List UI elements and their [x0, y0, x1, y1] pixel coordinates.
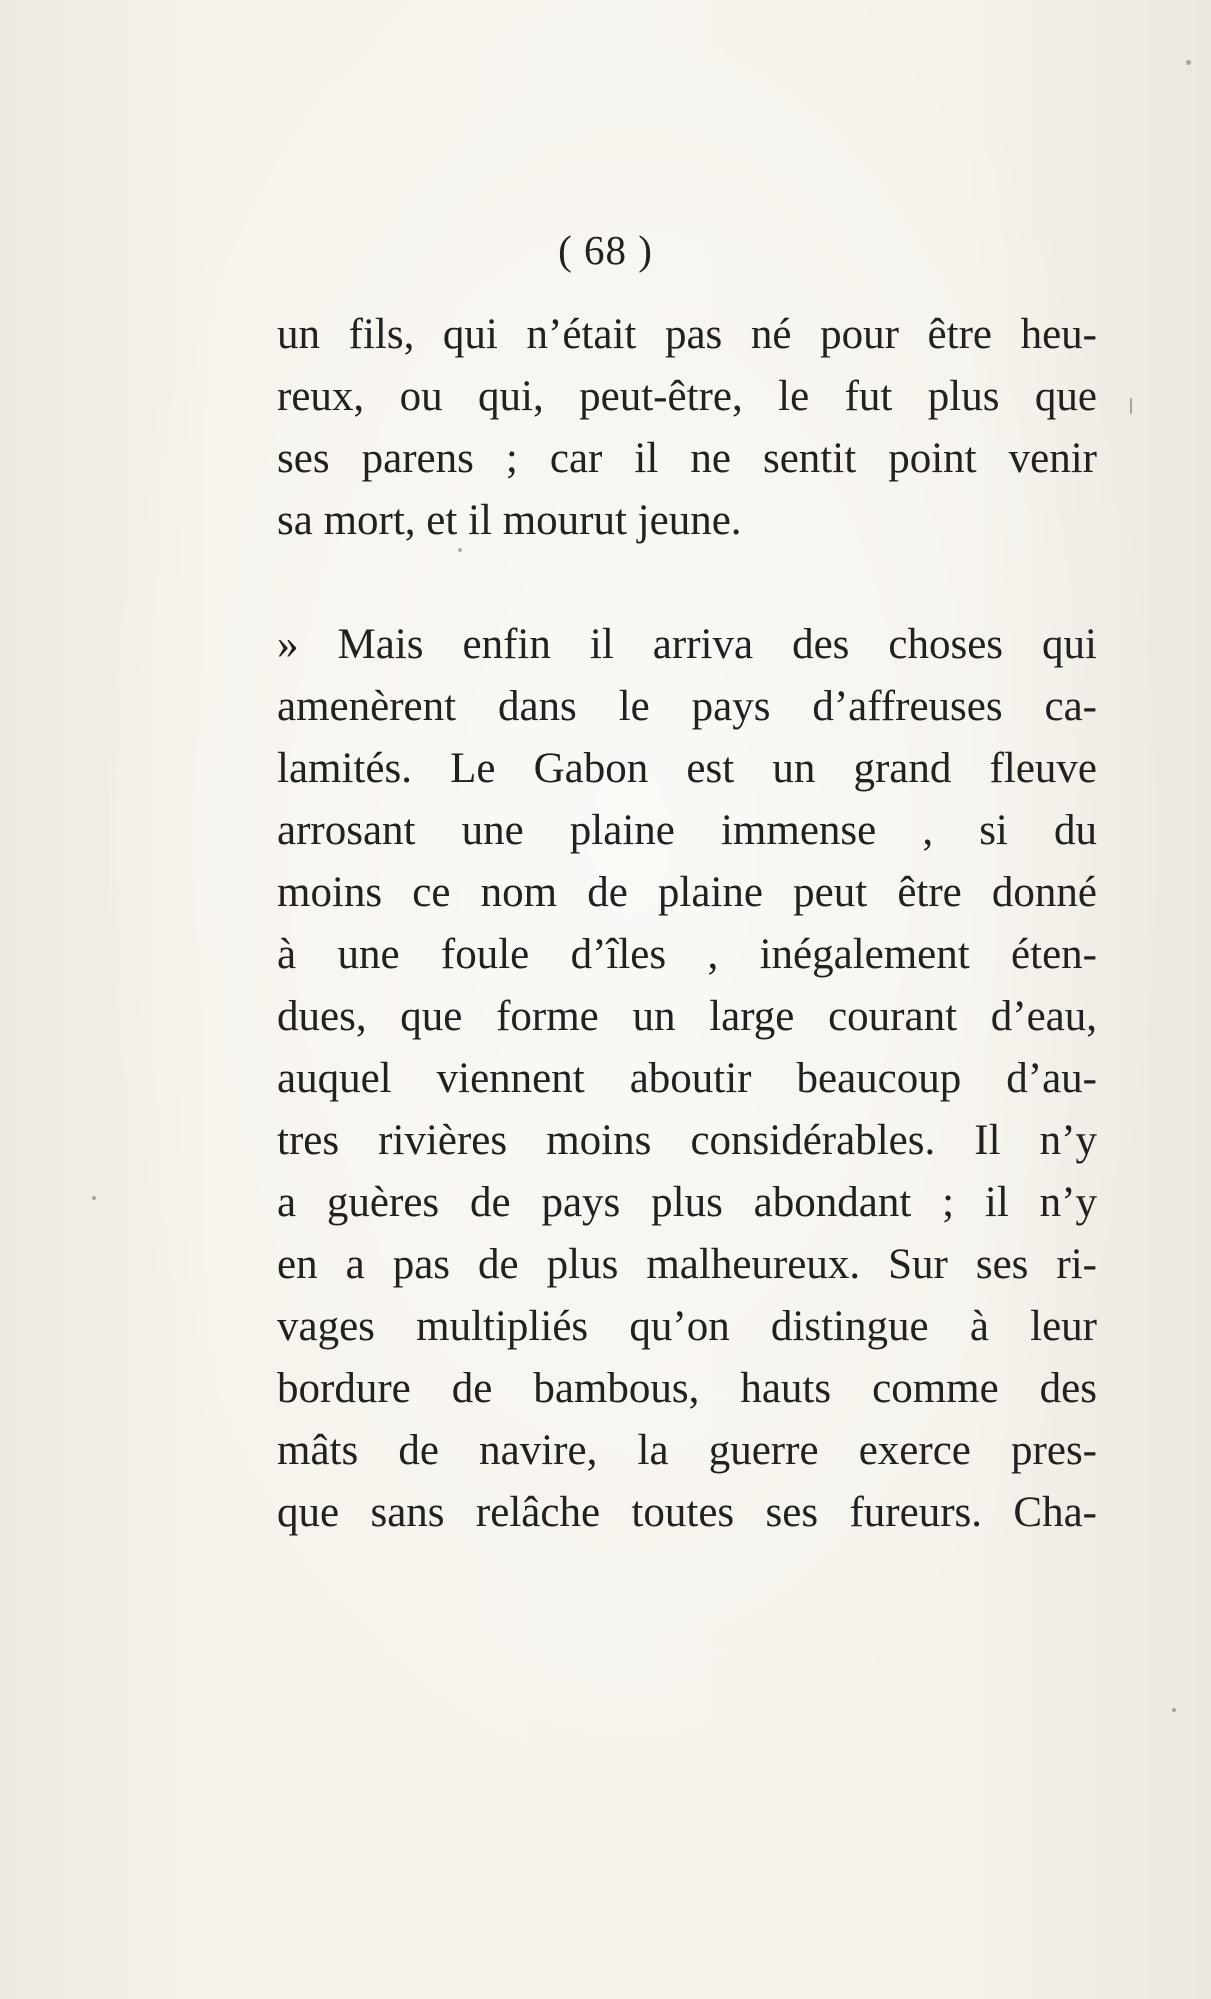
text-line: un fils, qui n’était pas né pour être heu- — [277, 311, 1097, 358]
text-line: à une foule d’îles , inégalement éten- — [277, 931, 1097, 978]
body-text — [277, 304, 1097, 1544]
page-number: ( 68 ) — [558, 227, 653, 273]
text-line: bordure de bambous, hauts comme des — [277, 1365, 1097, 1412]
text-line: reux, ou qui, peut-être, le fut plus que — [277, 373, 1097, 420]
text-line: moins ce nom de plaine peut être donné — [277, 869, 1097, 916]
text-line: amenèrent dans le pays d’affreuses ca- — [277, 683, 1097, 730]
text-line: arrosant une plaine immense , si du — [277, 807, 1097, 854]
paragraph — [277, 614, 1097, 1544]
paper-speck — [1186, 60, 1191, 65]
text-line: tres rivières moins considérables. Il n’y — [277, 1117, 1097, 1164]
paragraph — [277, 304, 1097, 552]
text-line: lamités. Le Gabon est un grand fleuve — [277, 745, 1097, 792]
text-line: » Mais enfin il arriva des choses qui — [277, 621, 1097, 668]
text-line: sa mort, et il mourut jeune. — [277, 497, 742, 544]
paper-speck — [92, 1196, 96, 1200]
text-line: auquel viennent aboutir beaucoup d’au- — [277, 1055, 1097, 1102]
text-line: vages multipliés qu’on distingue à leur — [277, 1303, 1097, 1350]
text-line: ses parens ; car il ne sentit point venir — [277, 435, 1097, 482]
paper-speck — [1130, 398, 1132, 414]
text-line: a guères de pays plus abondant ; il n’y — [277, 1179, 1097, 1226]
text-line: en a pas de plus malheureux. Sur ses ri- — [277, 1241, 1097, 1288]
text-line: mâts de navire, la guerre exerce pres- — [277, 1427, 1097, 1474]
paragraph-gap — [277, 552, 1097, 614]
paper-speck — [1172, 1708, 1176, 1712]
text-line: dues, que forme un large courant d’eau, — [277, 993, 1097, 1040]
text-line: que sans relâche toutes ses fureurs. Cha- — [277, 1489, 1097, 1536]
